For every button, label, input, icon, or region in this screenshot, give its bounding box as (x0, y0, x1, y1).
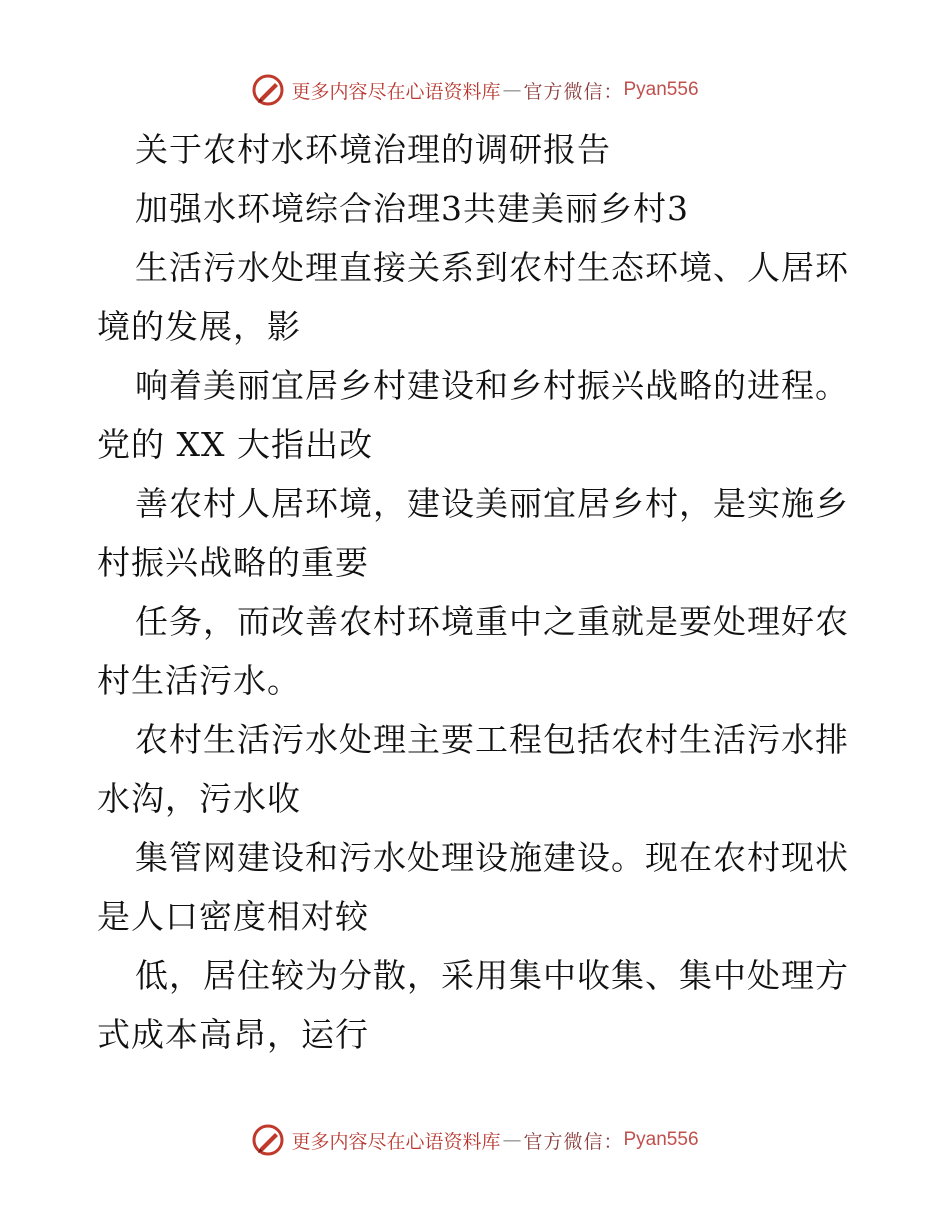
doc-line: 农村生活污水处理主要工程包括农村生活污水排 (135, 720, 849, 759)
header-site-text: 更多内容尽在心语资料库 (291, 80, 501, 103)
doc-line: 村生活污水。 (97, 661, 301, 700)
footer-banner (0, 1120, 950, 1160)
header-banner (0, 70, 950, 110)
doc-line: 村振兴战略的重要 (97, 543, 369, 582)
pen-logo-icon (251, 1123, 285, 1157)
doc-line: 是人口密度相对较 (97, 897, 369, 936)
header-wechat-label: 官方微信： (523, 80, 624, 103)
footer-wechat-label: 官方微信： (523, 1130, 624, 1153)
document-body (97, 120, 853, 1064)
doc-line: 善农村人居环境，建设美丽宜居乡村，是实施乡 (135, 484, 849, 523)
doc-line: 低，居住较为分散，采用集中收集、集中处理方 (135, 956, 849, 995)
doc-line: 党的 XX 大指出改 (97, 425, 373, 464)
footer-site-text: 更多内容尽在心语资料库 (291, 1130, 501, 1153)
doc-line: 集管网建设和污水处理设施建设。现在农村现状 (135, 838, 849, 877)
doc-line: 响着美丽宜居乡村建设和乡村振兴战略的进程。 (135, 366, 849, 405)
doc-line: 关于农村水环境治理的调研报告 (135, 130, 611, 169)
header-separator: — (502, 79, 522, 101)
footer-separator: — (502, 1129, 522, 1151)
doc-line: 式成本高昂，运行 (97, 1015, 369, 1054)
doc-line: 水沟，污水收 (97, 779, 301, 818)
doc-line: 加强水环境综合治理3共建美丽乡村3 (135, 189, 689, 228)
header-wechat-id: Pyan556 (623, 79, 699, 100)
doc-line: 境的发展，影 (97, 307, 301, 346)
pen-logo-icon (251, 73, 285, 107)
doc-line: 生活污水处理直接关系到农村生态环境、人居环 (135, 248, 849, 287)
footer-wechat-id: Pyan556 (623, 1129, 699, 1150)
doc-line: 任务，而改善农村环境重中之重就是要处理好农 (135, 602, 849, 641)
